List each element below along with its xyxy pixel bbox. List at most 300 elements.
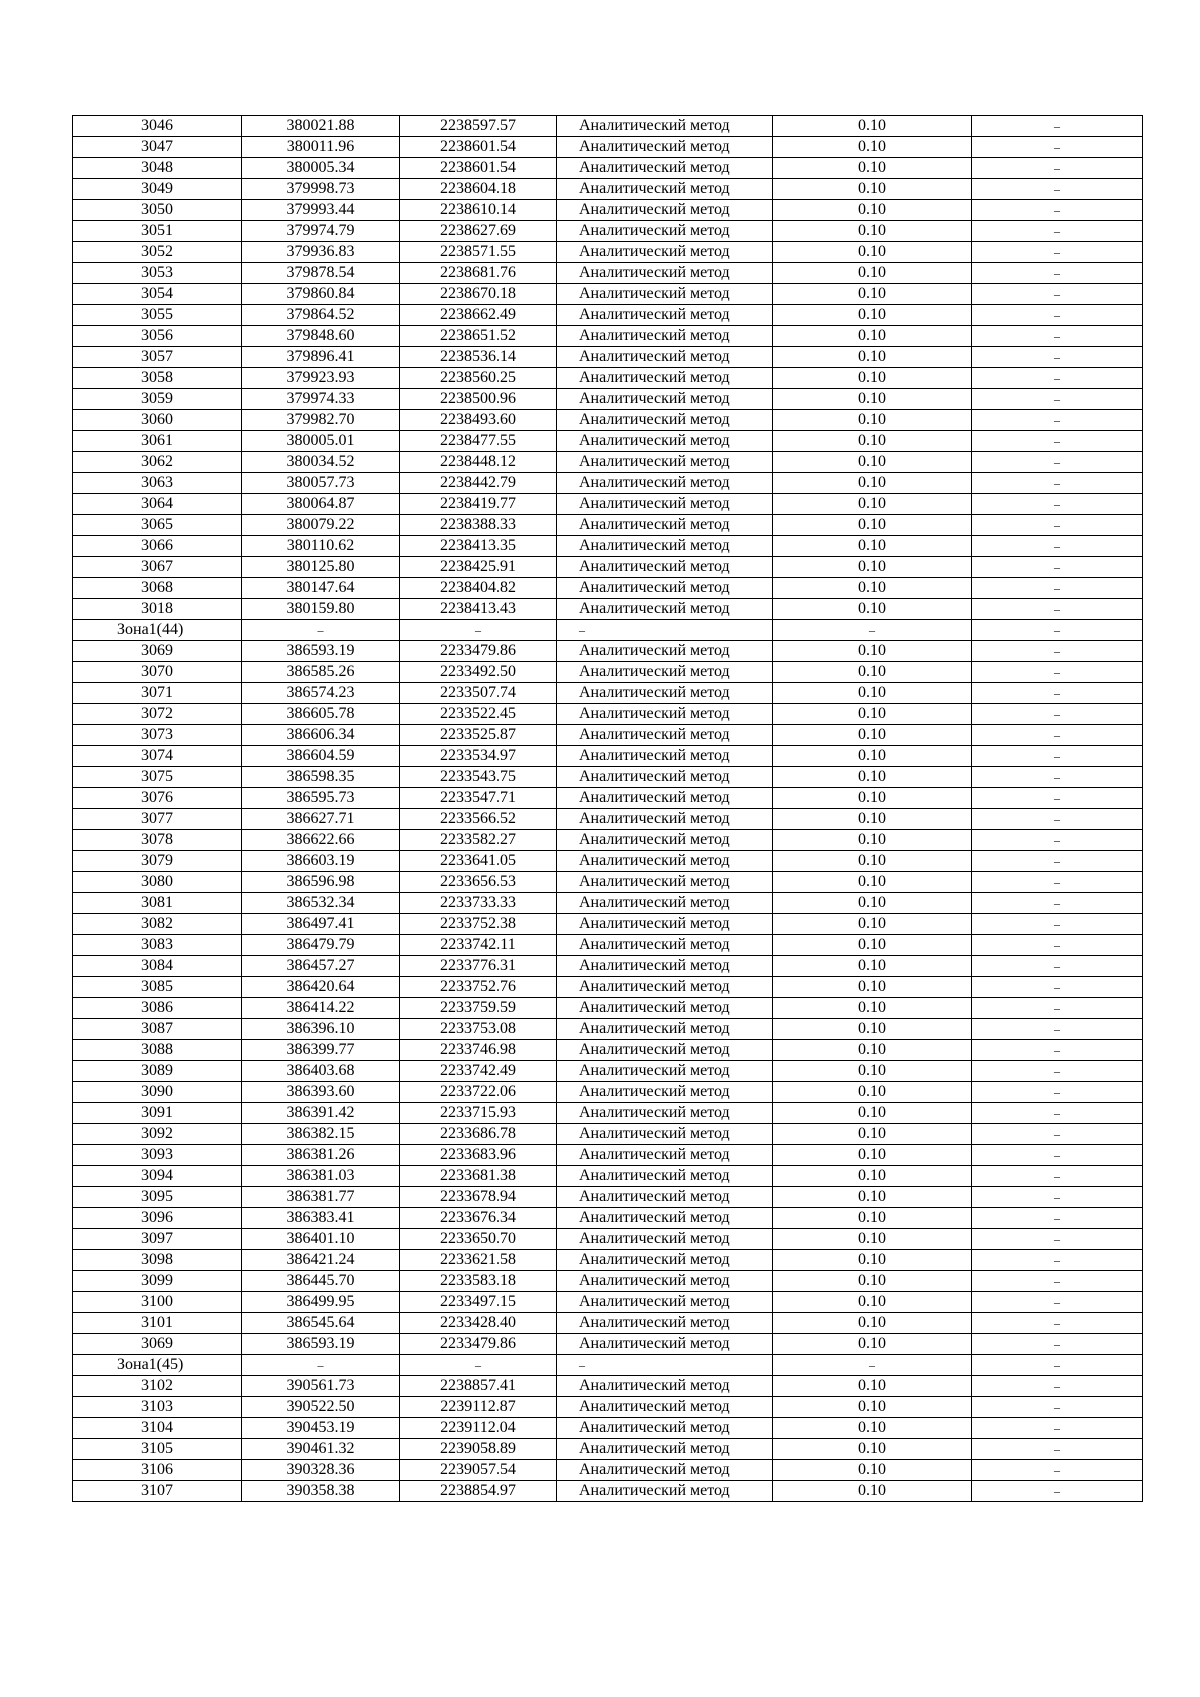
- accuracy-cell: 0.10: [773, 599, 972, 620]
- accuracy-cell: 0.10: [773, 326, 972, 347]
- table-row: [73, 641, 1143, 662]
- accuracy-cell: 0.10: [773, 473, 972, 494]
- point-number-cell: Зона1(45): [73, 1355, 242, 1376]
- table-row: [73, 809, 1143, 830]
- coordinate-y-cell: 2238601.54: [400, 137, 557, 158]
- description-cell: –: [972, 284, 1143, 305]
- description-cell: –: [972, 494, 1143, 515]
- accuracy-cell: 0.10: [773, 515, 972, 536]
- table-row: [73, 1334, 1143, 1355]
- point-number-cell: 3097: [73, 1229, 242, 1250]
- table-row: [73, 1250, 1143, 1271]
- description-cell: –: [972, 1334, 1143, 1355]
- accuracy-cell: 0.10: [773, 305, 972, 326]
- table-row: [73, 368, 1143, 389]
- method-cell: Аналитический метод: [557, 872, 773, 893]
- coordinate-x-cell: –: [242, 1355, 400, 1376]
- coordinate-y-cell: 2233722.06: [400, 1082, 557, 1103]
- point-number-cell: 3069: [73, 1334, 242, 1355]
- coordinate-y-cell: 2238662.49: [400, 305, 557, 326]
- table-row: [73, 305, 1143, 326]
- table-row: [73, 872, 1143, 893]
- accuracy-cell: 0.10: [773, 956, 972, 977]
- description-cell: –: [972, 1145, 1143, 1166]
- coordinate-x-cell: 386457.27: [242, 956, 400, 977]
- accuracy-cell: 0.10: [773, 872, 972, 893]
- method-cell: Аналитический метод: [557, 683, 773, 704]
- coordinate-y-cell: 2238560.25: [400, 368, 557, 389]
- point-number-cell: 3088: [73, 1040, 242, 1061]
- coordinate-x-cell: 379998.73: [242, 179, 400, 200]
- table-row: [73, 1208, 1143, 1229]
- coordinate-x-cell: 386585.26: [242, 662, 400, 683]
- point-number-cell: 3052: [73, 242, 242, 263]
- coordinate-y-cell: 2233715.93: [400, 1103, 557, 1124]
- method-cell: Аналитический метод: [557, 977, 773, 998]
- point-number-cell: 3080: [73, 872, 242, 893]
- point-number-cell: 3090: [73, 1082, 242, 1103]
- point-number-cell: 3085: [73, 977, 242, 998]
- coordinate-x-cell: 380079.22: [242, 515, 400, 536]
- coordinate-x-cell: 386391.42: [242, 1103, 400, 1124]
- coordinate-x-cell: 386381.77: [242, 1187, 400, 1208]
- zone-header-row: [73, 620, 1143, 641]
- table-row: [73, 116, 1143, 137]
- description-cell: –: [972, 809, 1143, 830]
- coordinate-x-cell: 380110.62: [242, 536, 400, 557]
- description-cell: –: [972, 998, 1143, 1019]
- coordinate-y-cell: 2233479.86: [400, 1334, 557, 1355]
- coordinate-y-cell: 2238627.69: [400, 221, 557, 242]
- accuracy-cell: 0.10: [773, 536, 972, 557]
- description-cell: –: [972, 1481, 1143, 1502]
- coordinate-x-cell: 380147.64: [242, 578, 400, 599]
- point-number-cell: 3047: [73, 137, 242, 158]
- accuracy-cell: 0.10: [773, 1313, 972, 1334]
- accuracy-cell: 0.10: [773, 1292, 972, 1313]
- accuracy-cell: 0.10: [773, 1145, 972, 1166]
- coordinate-y-cell: 2233650.70: [400, 1229, 557, 1250]
- coordinate-x-cell: 386396.10: [242, 1019, 400, 1040]
- coordinate-x-cell: 379860.84: [242, 284, 400, 305]
- description-cell: –: [972, 116, 1143, 137]
- method-cell: Аналитический метод: [557, 221, 773, 242]
- table-row: [73, 1061, 1143, 1082]
- method-cell: Аналитический метод: [557, 1313, 773, 1334]
- coordinate-x-cell: 379878.54: [242, 263, 400, 284]
- method-cell: Аналитический метод: [557, 1208, 773, 1229]
- table-row: [73, 725, 1143, 746]
- coordinate-y-cell: 2233522.45: [400, 704, 557, 725]
- method-cell: Аналитический метод: [557, 1250, 773, 1271]
- table-row: [73, 284, 1143, 305]
- method-cell: Аналитический метод: [557, 410, 773, 431]
- method-cell: Аналитический метод: [557, 1376, 773, 1397]
- accuracy-cell: 0.10: [773, 1166, 972, 1187]
- method-cell: Аналитический метод: [557, 1082, 773, 1103]
- point-number-cell: 3099: [73, 1271, 242, 1292]
- accuracy-cell: 0.10: [773, 431, 972, 452]
- table-row: [73, 977, 1143, 998]
- accuracy-cell: 0.10: [773, 1082, 972, 1103]
- point-number-cell: 3068: [73, 578, 242, 599]
- accuracy-cell: 0.10: [773, 1334, 972, 1355]
- coordinate-x-cell: 386401.10: [242, 1229, 400, 1250]
- coordinate-y-cell: 2238670.18: [400, 284, 557, 305]
- method-cell: –: [557, 620, 773, 641]
- point-number-cell: 3074: [73, 746, 242, 767]
- description-cell: –: [972, 1040, 1143, 1061]
- method-cell: Аналитический метод: [557, 305, 773, 326]
- point-number-cell: 3100: [73, 1292, 242, 1313]
- point-number-cell: 3082: [73, 914, 242, 935]
- point-number-cell: 3103: [73, 1397, 242, 1418]
- accuracy-cell: 0.10: [773, 914, 972, 935]
- accuracy-cell: 0.10: [773, 893, 972, 914]
- accuracy-cell: 0.10: [773, 1271, 972, 1292]
- description-cell: –: [972, 1292, 1143, 1313]
- accuracy-cell: 0.10: [773, 1061, 972, 1082]
- point-number-cell: 3079: [73, 851, 242, 872]
- coordinate-x-cell: 380064.87: [242, 494, 400, 515]
- coordinate-x-cell: 386545.64: [242, 1313, 400, 1334]
- table-row: [73, 1124, 1143, 1145]
- description-cell: –: [972, 200, 1143, 221]
- coordinate-x-cell: 390461.32: [242, 1439, 400, 1460]
- accuracy-cell: 0.10: [773, 1040, 972, 1061]
- method-cell: Аналитический метод: [557, 1061, 773, 1082]
- coordinate-x-cell: 386420.64: [242, 977, 400, 998]
- coordinates-table-body: [73, 116, 1143, 1502]
- method-cell: Аналитический метод: [557, 956, 773, 977]
- coordinate-y-cell: 2233492.50: [400, 662, 557, 683]
- point-number-cell: 3065: [73, 515, 242, 536]
- coordinate-y-cell: 2233686.78: [400, 1124, 557, 1145]
- coordinate-x-cell: 379923.93: [242, 368, 400, 389]
- method-cell: Аналитический метод: [557, 1481, 773, 1502]
- table-row: [73, 1376, 1143, 1397]
- description-cell: –: [972, 704, 1143, 725]
- coordinate-y-cell: –: [400, 620, 557, 641]
- coordinate-x-cell: 386381.03: [242, 1166, 400, 1187]
- coordinate-y-cell: 2239058.89: [400, 1439, 557, 1460]
- table-row: [73, 1481, 1143, 1502]
- accuracy-cell: 0.10: [773, 1418, 972, 1439]
- table-row: [73, 473, 1143, 494]
- accuracy-cell: 0.10: [773, 641, 972, 662]
- coordinate-y-cell: 2238854.97: [400, 1481, 557, 1502]
- coordinate-y-cell: 2233621.58: [400, 1250, 557, 1271]
- coordinate-y-cell: 2233753.08: [400, 1019, 557, 1040]
- description-cell: –: [972, 1460, 1143, 1481]
- description-cell: –: [972, 1376, 1143, 1397]
- point-number-cell: 3075: [73, 767, 242, 788]
- coordinate-y-cell: 2238388.33: [400, 515, 557, 536]
- accuracy-cell: 0.10: [773, 1439, 972, 1460]
- coordinate-x-cell: 386598.35: [242, 767, 400, 788]
- description-cell: –: [972, 1250, 1143, 1271]
- point-number-cell: 3095: [73, 1187, 242, 1208]
- method-cell: Аналитический метод: [557, 557, 773, 578]
- accuracy-cell: 0.10: [773, 788, 972, 809]
- accuracy-cell: 0.10: [773, 284, 972, 305]
- coordinate-y-cell: 2238413.43: [400, 599, 557, 620]
- description-cell: –: [972, 1313, 1143, 1334]
- coordinate-x-cell: 380011.96: [242, 137, 400, 158]
- coordinate-x-cell: 379982.70: [242, 410, 400, 431]
- point-number-cell: 3086: [73, 998, 242, 1019]
- accuracy-cell: 0.10: [773, 557, 972, 578]
- method-cell: Аналитический метод: [557, 137, 773, 158]
- accuracy-cell: 0.10: [773, 452, 972, 473]
- coordinate-y-cell: 2233742.49: [400, 1061, 557, 1082]
- point-number-cell: 3098: [73, 1250, 242, 1271]
- accuracy-cell: 0.10: [773, 494, 972, 515]
- coordinate-y-cell: 2238404.82: [400, 578, 557, 599]
- point-number-cell: Зона1(44): [73, 620, 242, 641]
- table-row: [73, 998, 1143, 1019]
- method-cell: Аналитический метод: [557, 1334, 773, 1355]
- table-row: [73, 242, 1143, 263]
- coordinate-y-cell: 2233543.75: [400, 767, 557, 788]
- accuracy-cell: 0.10: [773, 851, 972, 872]
- point-number-cell: 3062: [73, 452, 242, 473]
- coordinate-x-cell: 386532.34: [242, 893, 400, 914]
- method-cell: Аналитический метод: [557, 431, 773, 452]
- description-cell: –: [972, 746, 1143, 767]
- accuracy-cell: 0.10: [773, 998, 972, 1019]
- coordinate-y-cell: 2233742.11: [400, 935, 557, 956]
- method-cell: Аналитический метод: [557, 368, 773, 389]
- point-number-cell: 3070: [73, 662, 242, 683]
- coordinate-x-cell: 386622.66: [242, 830, 400, 851]
- method-cell: Аналитический метод: [557, 242, 773, 263]
- accuracy-cell: 0.10: [773, 410, 972, 431]
- accuracy-cell: 0.10: [773, 347, 972, 368]
- accuracy-cell: 0.10: [773, 200, 972, 221]
- table-row: [73, 767, 1143, 788]
- coordinate-x-cell: 390328.36: [242, 1460, 400, 1481]
- coordinate-y-cell: 2238610.14: [400, 200, 557, 221]
- description-cell: –: [972, 347, 1143, 368]
- coordinate-x-cell: 386499.95: [242, 1292, 400, 1313]
- description-cell: –: [972, 578, 1143, 599]
- description-cell: –: [972, 977, 1143, 998]
- description-cell: –: [972, 914, 1143, 935]
- accuracy-cell: 0.10: [773, 1187, 972, 1208]
- coordinate-y-cell: 2238601.54: [400, 158, 557, 179]
- table-row: [73, 536, 1143, 557]
- description-cell: –: [972, 473, 1143, 494]
- accuracy-cell: 0.10: [773, 1460, 972, 1481]
- table-row: [73, 326, 1143, 347]
- description-cell: –: [972, 305, 1143, 326]
- coordinate-y-cell: 2233678.94: [400, 1187, 557, 1208]
- coordinate-x-cell: 380125.80: [242, 557, 400, 578]
- table-row: [73, 1145, 1143, 1166]
- accuracy-cell: 0.10: [773, 1481, 972, 1502]
- method-cell: Аналитический метод: [557, 998, 773, 1019]
- coordinate-x-cell: 386605.78: [242, 704, 400, 725]
- accuracy-cell: 0.10: [773, 1397, 972, 1418]
- coordinate-y-cell: 2233583.18: [400, 1271, 557, 1292]
- coordinate-x-cell: 380159.80: [242, 599, 400, 620]
- coordinate-x-cell: 386414.22: [242, 998, 400, 1019]
- accuracy-cell: 0.10: [773, 116, 972, 137]
- coordinate-y-cell: 2233428.40: [400, 1313, 557, 1334]
- point-number-cell: 3093: [73, 1145, 242, 1166]
- coordinate-y-cell: 2239112.87: [400, 1397, 557, 1418]
- coordinate-y-cell: 2238448.12: [400, 452, 557, 473]
- point-number-cell: 3048: [73, 158, 242, 179]
- coordinate-x-cell: 379974.33: [242, 389, 400, 410]
- description-cell: –: [972, 1355, 1143, 1376]
- point-number-cell: 3078: [73, 830, 242, 851]
- coordinate-x-cell: 386595.73: [242, 788, 400, 809]
- accuracy-cell: 0.10: [773, 1019, 972, 1040]
- description-cell: –: [972, 683, 1143, 704]
- method-cell: Аналитический метод: [557, 767, 773, 788]
- coordinate-x-cell: 379993.44: [242, 200, 400, 221]
- coordinate-x-cell: –: [242, 620, 400, 641]
- coordinate-x-cell: 386381.26: [242, 1145, 400, 1166]
- description-cell: –: [972, 830, 1143, 851]
- description-cell: –: [972, 1229, 1143, 1250]
- point-number-cell: 3072: [73, 704, 242, 725]
- coordinate-x-cell: 386593.19: [242, 641, 400, 662]
- coordinate-y-cell: 2233656.53: [400, 872, 557, 893]
- table-row: [73, 347, 1143, 368]
- description-cell: –: [972, 788, 1143, 809]
- accuracy-cell: 0.10: [773, 158, 972, 179]
- coordinate-x-cell: 386574.23: [242, 683, 400, 704]
- method-cell: Аналитический метод: [557, 641, 773, 662]
- description-cell: –: [972, 326, 1143, 347]
- method-cell: Аналитический метод: [557, 494, 773, 515]
- coordinate-x-cell: 386479.79: [242, 935, 400, 956]
- description-cell: –: [972, 557, 1143, 578]
- point-number-cell: 3104: [73, 1418, 242, 1439]
- accuracy-cell: 0.10: [773, 1229, 972, 1250]
- table-row: [73, 1040, 1143, 1061]
- description-cell: –: [972, 1418, 1143, 1439]
- point-number-cell: 3084: [73, 956, 242, 977]
- description-cell: –: [972, 851, 1143, 872]
- description-cell: –: [972, 1082, 1143, 1103]
- method-cell: Аналитический метод: [557, 935, 773, 956]
- coordinate-y-cell: 2238571.55: [400, 242, 557, 263]
- point-number-cell: 3105: [73, 1439, 242, 1460]
- table-row: [73, 1418, 1143, 1439]
- coordinate-y-cell: 2238493.60: [400, 410, 557, 431]
- table-row: [73, 914, 1143, 935]
- method-cell: Аналитический метод: [557, 1124, 773, 1145]
- point-number-cell: 3102: [73, 1376, 242, 1397]
- description-cell: –: [972, 137, 1143, 158]
- point-number-cell: 3063: [73, 473, 242, 494]
- table-row: [73, 662, 1143, 683]
- method-cell: Аналитический метод: [557, 1460, 773, 1481]
- coordinate-x-cell: 379864.52: [242, 305, 400, 326]
- method-cell: Аналитический метод: [557, 179, 773, 200]
- description-cell: –: [972, 515, 1143, 536]
- accuracy-cell: –: [773, 1355, 972, 1376]
- method-cell: Аналитический метод: [557, 473, 773, 494]
- method-cell: Аналитический метод: [557, 914, 773, 935]
- accuracy-cell: 0.10: [773, 704, 972, 725]
- coordinate-y-cell: 2233752.38: [400, 914, 557, 935]
- accuracy-cell: 0.10: [773, 1124, 972, 1145]
- point-number-cell: 3071: [73, 683, 242, 704]
- description-cell: –: [972, 1187, 1143, 1208]
- accuracy-cell: 0.10: [773, 578, 972, 599]
- point-number-cell: 3066: [73, 536, 242, 557]
- point-number-cell: 3089: [73, 1061, 242, 1082]
- coordinate-y-cell: 2233759.59: [400, 998, 557, 1019]
- method-cell: Аналитический метод: [557, 326, 773, 347]
- table-row: [73, 179, 1143, 200]
- description-cell: –: [972, 410, 1143, 431]
- method-cell: Аналитический метод: [557, 1040, 773, 1061]
- point-number-cell: 3076: [73, 788, 242, 809]
- table-row: [73, 1166, 1143, 1187]
- table-row: [73, 200, 1143, 221]
- table-row: [73, 410, 1143, 431]
- coordinate-y-cell: 2238857.41: [400, 1376, 557, 1397]
- coordinate-x-cell: 380057.73: [242, 473, 400, 494]
- point-number-cell: 3056: [73, 326, 242, 347]
- coordinate-y-cell: 2233752.76: [400, 977, 557, 998]
- method-cell: Аналитический метод: [557, 515, 773, 536]
- coordinate-y-cell: 2233534.97: [400, 746, 557, 767]
- table-row: [73, 956, 1143, 977]
- coordinate-x-cell: 386627.71: [242, 809, 400, 830]
- method-cell: Аналитический метод: [557, 284, 773, 305]
- coordinate-y-cell: 2233641.05: [400, 851, 557, 872]
- coordinate-x-cell: 380005.34: [242, 158, 400, 179]
- table-row: [73, 221, 1143, 242]
- coordinate-y-cell: 2233525.87: [400, 725, 557, 746]
- accuracy-cell: 0.10: [773, 263, 972, 284]
- method-cell: Аналитический метод: [557, 1103, 773, 1124]
- coordinate-y-cell: 2238604.18: [400, 179, 557, 200]
- accuracy-cell: 0.10: [773, 1376, 972, 1397]
- description-cell: –: [972, 1397, 1143, 1418]
- description-cell: –: [972, 872, 1143, 893]
- coordinate-y-cell: 2233566.52: [400, 809, 557, 830]
- coordinate-x-cell: 386497.41: [242, 914, 400, 935]
- method-cell: Аналитический метод: [557, 536, 773, 557]
- table-row: [73, 1397, 1143, 1418]
- point-number-cell: 3049: [73, 179, 242, 200]
- table-row: [73, 494, 1143, 515]
- point-number-cell: 3058: [73, 368, 242, 389]
- table-row: [73, 599, 1143, 620]
- accuracy-cell: 0.10: [773, 137, 972, 158]
- method-cell: Аналитический метод: [557, 1166, 773, 1187]
- point-number-cell: 3083: [73, 935, 242, 956]
- point-number-cell: 3051: [73, 221, 242, 242]
- description-cell: –: [972, 221, 1143, 242]
- coordinate-x-cell: 386606.34: [242, 725, 400, 746]
- method-cell: Аналитический метод: [557, 1397, 773, 1418]
- coordinate-y-cell: 2233676.34: [400, 1208, 557, 1229]
- method-cell: Аналитический метод: [557, 158, 773, 179]
- method-cell: Аналитический метод: [557, 893, 773, 914]
- point-number-cell: 3091: [73, 1103, 242, 1124]
- description-cell: –: [972, 935, 1143, 956]
- method-cell: Аналитический метод: [557, 1229, 773, 1250]
